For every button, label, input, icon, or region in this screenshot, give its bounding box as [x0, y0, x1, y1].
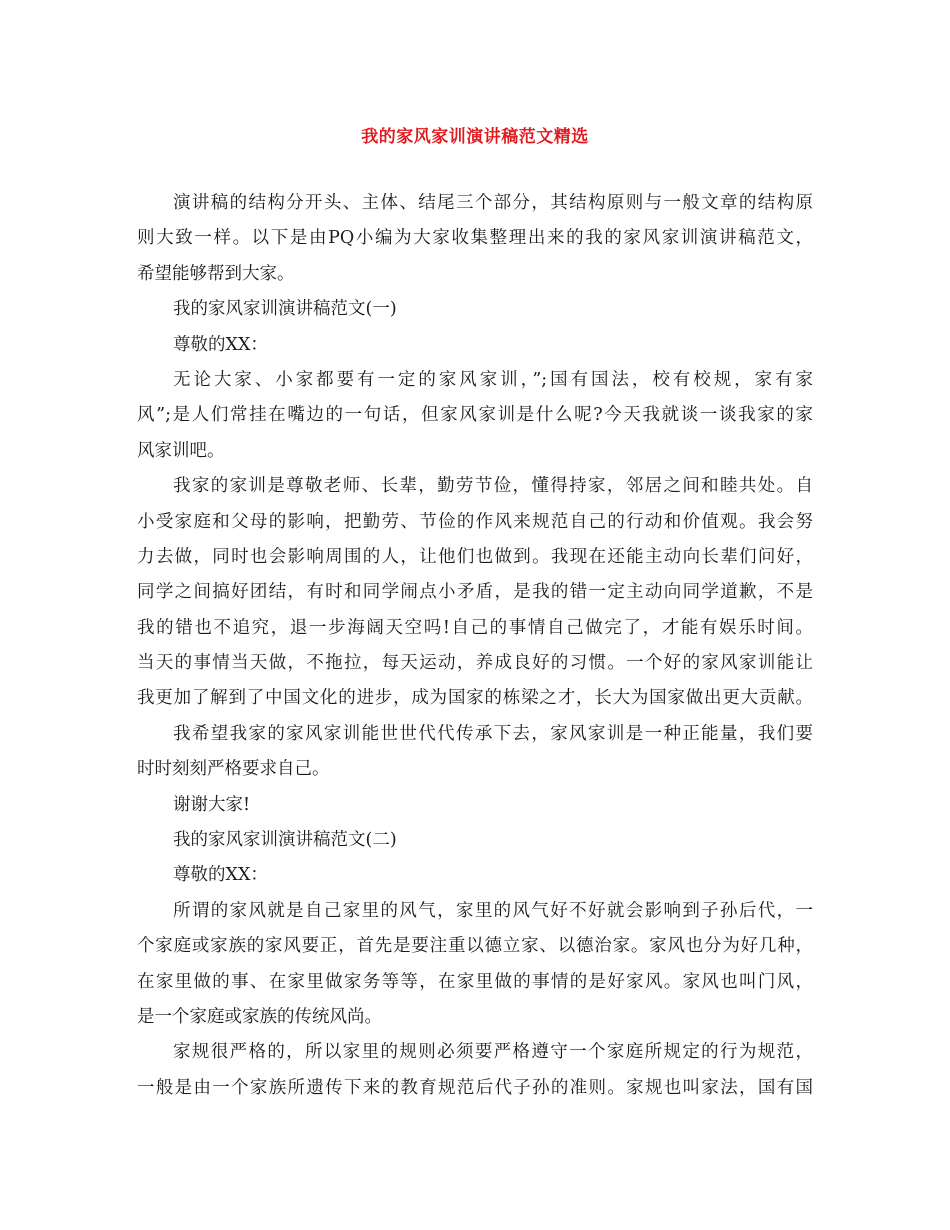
text-line: 同学之间搞好团结，有时和同学闹点小矛盾，是我的错一定主动向同学道歉，不是 [137, 582, 813, 603]
text-line: 则大致一样。以下是由PQ小编为大家收集整理出来的我的家风家训演讲稿范文， [137, 228, 813, 249]
text-line: 在家里做的事、在家里做家务等等，在家里做的事情的是好家风。家风也叫门风， [137, 971, 813, 992]
text-line: 我希望我家的家风家训能世世代代传承下去，家风家训是一种正能量，我们要 [173, 723, 813, 744]
text-line: 所谓的家风就是自己家里的风气，家里的风气好不好就会影响到子孙后代，一 [173, 900, 813, 921]
text-line: 家规很严格的，所以家里的规则必须要严格遵守一个家庭所规定的行为规范， [173, 1042, 813, 1063]
text-line: 无论大家、小家都要有一定的家风家训，”;国有国法，校有校规，家有家 [173, 369, 813, 390]
text-line: 是一个家庭或家族的传统风尚。 [137, 1006, 382, 1027]
text-line: 演讲稿的结构分开头、主体、结尾三个部分，其结构原则与一般文章的结构原 [173, 193, 813, 213]
text-line: 时时刻刻严格要求自己。 [137, 759, 330, 780]
text-line: 我家的家训是尊敬老师、长辈，勤劳节俭，懂得持家，邻居之间和睦共处。自 [173, 476, 813, 497]
text-line: 风家训吧。 [137, 440, 225, 461]
text-line: 当天的事情当天做，不拖拉，每天运动，养成良好的习惯。一个好的家风家训能让 [137, 653, 813, 674]
text-line: 希望能够帮到大家。 [137, 263, 295, 284]
text-line: 我的错也不追究，退一步海阔天空吗!自己的事情自己做完了，才能有娱乐时间。 [137, 617, 813, 638]
document-title: 我的家风家训演讲稿范文精选 [361, 127, 589, 147]
text-line: 风”;是人们常挂在嘴边的一句话，但家风家训是什么呢?今天我就谈一谈我家的家 [137, 405, 813, 426]
text-line: 小受家庭和父母的影响，把勤劳、节俭的作风来规范自己的行动和价值观。我会努 [137, 511, 813, 532]
text-line: 尊敬的XX： [173, 334, 268, 355]
text-line: 尊敬的XX： [173, 865, 268, 886]
text-line: 一般是由一个家族所遗传下来的教育规范后代子孙的准则。家规也叫家法，国有国 [137, 1077, 813, 1098]
document-body [137, 186, 813, 1106]
text-line: 我的家风家训演讲稿范文(二) [173, 830, 397, 851]
text-line: 个家庭或家族的家风要正，首先是要注重以德立家、以德治家。家风也分为好几种， [137, 936, 813, 957]
text-line: 我更加了解到了中国文化的进步，成为国家的栋梁之才，长大为国家做出更大贡献。 [137, 688, 813, 709]
text-line: 力去做，同时也会影响周围的人，让他们也做到。我现在还能主动向长辈们问好， [137, 546, 813, 567]
text-line: 我的家风家训演讲稿范文(一) [173, 299, 397, 320]
text-line: 谢谢大家! [173, 794, 251, 815]
